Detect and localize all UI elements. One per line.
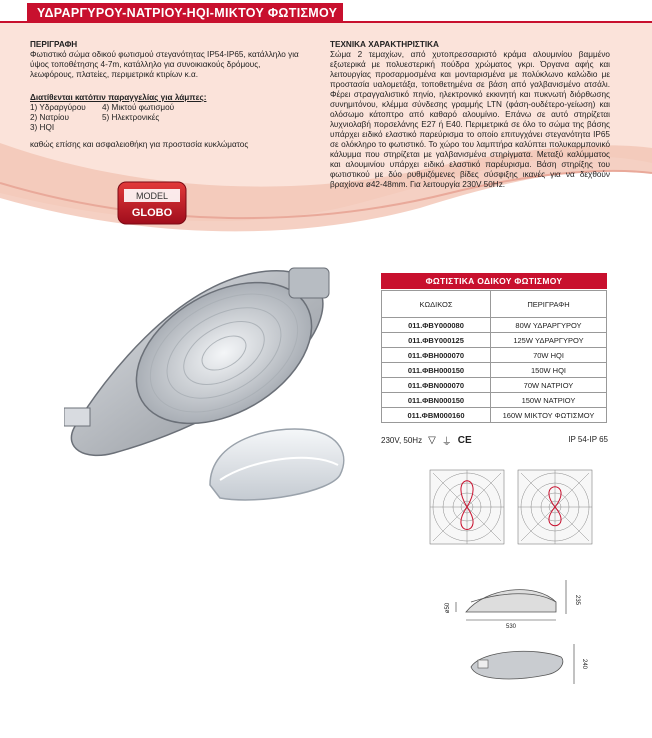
product-description: 160W ΜΙΚΤΟΥ ΦΩΤΙΣΜΟΥ [491, 408, 607, 423]
product-code: 011.ΦΒΗ000070 [382, 348, 491, 363]
product-code: 011.ΦΒΜ000160 [382, 408, 491, 423]
option-item: 1) Υδραργύρου [30, 103, 86, 112]
products-table [381, 290, 607, 423]
product-code: 011.ΦΒΝ000150 [382, 393, 491, 408]
clamp-dimension: ø50 [445, 602, 451, 614]
table-row [382, 363, 607, 378]
column-header-code: ΚΩΔΙΚΟΣ [382, 291, 491, 318]
width-dimension: 240 [581, 658, 587, 670]
earth-ground-icon: ⏚ [441, 437, 452, 448]
polar-diagram-right [518, 470, 592, 544]
description-heading: ΠΕΡΙΓΡΑΦΗ [30, 40, 78, 49]
technical-text: Σώμα 2 τεμαχίων, από χυτοπρεσσαριστό κράμα αλουμινίου βαμμένο εξωτερικά με πολυεστερική πούδρα χρώματος γκρι. Όργανα αφής και λειτουργίας προσαρμοσμένα και μονταρισμένα με πολύκλωνο καλώδιο με προστασία υαλομετάξα, τοποθετημένα σε βάση από γαλβανισμένο ατσάλι. Φέρει στραγγαλιστικό πηνίο, ηλεκτρονικό εκκινητή και πυκνωτή διόρθωσης συνημιτόνου, κλέμμα σύνδεσης γραμμής LTN (φάση-ουδέτερο-γείωση) και ολόσωμο κάτοπτρο από καθαρό αλουμίνιο. Επάνω σε αυτό στηρίζεται λυχνιολαβή πορσελάνης E27 ή E40. Περιμετρικά σε όλο το σώμα της βάσης υπάρχει ειδικό ελαστικό παρεύρισμα το οποίο επιτυγχάνει στεγανότητα IP65 σε ολόκληρο το φωτιστικό. Το χώρο του λαμπτήρα καλύπτει πολυκαρμπονικό κάλυμμα που στηρίζεται με γαλβανισμένα στηρίγματα. Μεταξύ καλύμματος και αλουμινίου υπάρχει ειδικό ελαστικό παρέυρισμα. Βάση στηρίξης του φωτιστικού με δύο ρυθμιζόμενες βίδες σύσφιξης ικανές για να δεχθούν βραχίονα ø42-48mm. Για λειτουργία 230V 50Hz. [330, 50, 610, 189]
cover-bowl-image [200, 420, 350, 510]
side-dimension-drawing [445, 580, 580, 630]
option-item [102, 123, 242, 133]
voltage-label: 230V, 50Hz [381, 436, 423, 445]
badge-model-label: MODEL [135, 191, 169, 201]
product-code: 011.ΦΒΥ000080 [382, 318, 491, 333]
product-description: 125W ΥΔΡΑΡΓΥΡΟΥ [491, 333, 607, 348]
technical-heading: ΤΕΧΝΙΚΑ ΧΑΡΑΚΤΗΡΙΣΤΙΚΑ [330, 40, 439, 49]
product-description: 150W ΝΑΤΡΙΟΥ [491, 393, 607, 408]
product-description: 150W HQI [491, 363, 607, 378]
product-code: 011.ΦΒΥ000125 [382, 333, 491, 348]
technical-section [330, 40, 610, 190]
length-dimension: 530 [505, 624, 517, 630]
polar-diagram-left [430, 470, 504, 544]
table-row [382, 318, 607, 333]
table-row [382, 378, 607, 393]
ce-mark-icon: CE [457, 435, 472, 446]
options-list [30, 103, 300, 133]
product-description: 70W ΝΑΤΡΙΟΥ [491, 378, 607, 393]
option-item: 2) Νατρίου [30, 113, 69, 122]
badge-model-name: GLOBO [131, 207, 173, 219]
options-heading: Διατίθενται κατόπιν παραγγελίας για λάμπες: [30, 93, 207, 102]
model-badge [116, 180, 188, 226]
option-item: 4) Μικτού φωτισμού [102, 103, 175, 112]
product-code: 011.ΦΒΝ000070 [382, 378, 491, 393]
top-dimension-drawing [471, 644, 587, 684]
option-item: 5) Ηλεκτρονικές [102, 113, 160, 122]
column-header-description: ΠΕΡΙΓΡΑΦΗ [491, 291, 607, 318]
ip-rating: IP 54-IP 65 [568, 435, 608, 444]
table-row [382, 333, 607, 348]
products-table-title: ΦΩΤΙΣΤΙΚΑ ΟΔΙΚΟΥ ΦΩΤΙΣΜΟΥ [381, 273, 607, 289]
height-dimension: 235 [574, 594, 580, 606]
electrical-specs [381, 433, 472, 448]
f-mark-icon: ▽ [428, 435, 436, 446]
option-item: 3) HQI [30, 123, 55, 132]
product-code: 011.ΦΒΗ000150 [382, 363, 491, 378]
technical-diagrams [416, 462, 606, 702]
table-row [382, 408, 607, 423]
description-text: Φωτιστικό σώμα οδικού φωτισμού στεγανότητας IP54-IP65, κατάλληλο για ύψος τοποθέτησης 4-7m, κατάλληλο για συνοικιακούς δρόμους, λεωφόρους, πλατείες, περιμετρικά κτιρίων κ.α. [30, 50, 299, 79]
description-section [30, 40, 300, 150]
page-title: ΥΔΡΑΡΓΥΡΟΥ-ΝΑΤΡΙΟΥ-HQI-ΜΙΚΤΟΥ ΦΩΤΙΣΜΟΥ [27, 3, 343, 23]
product-description: 70W HQI [491, 348, 607, 363]
table-row [382, 393, 607, 408]
description-footer: καθώς επίσης και ασφαλειοθήκη για προστασία κυκλώματος [30, 140, 249, 149]
product-description: 80W ΥΔΡΑΡΓΥΡΟΥ [491, 318, 607, 333]
table-row [382, 348, 607, 363]
